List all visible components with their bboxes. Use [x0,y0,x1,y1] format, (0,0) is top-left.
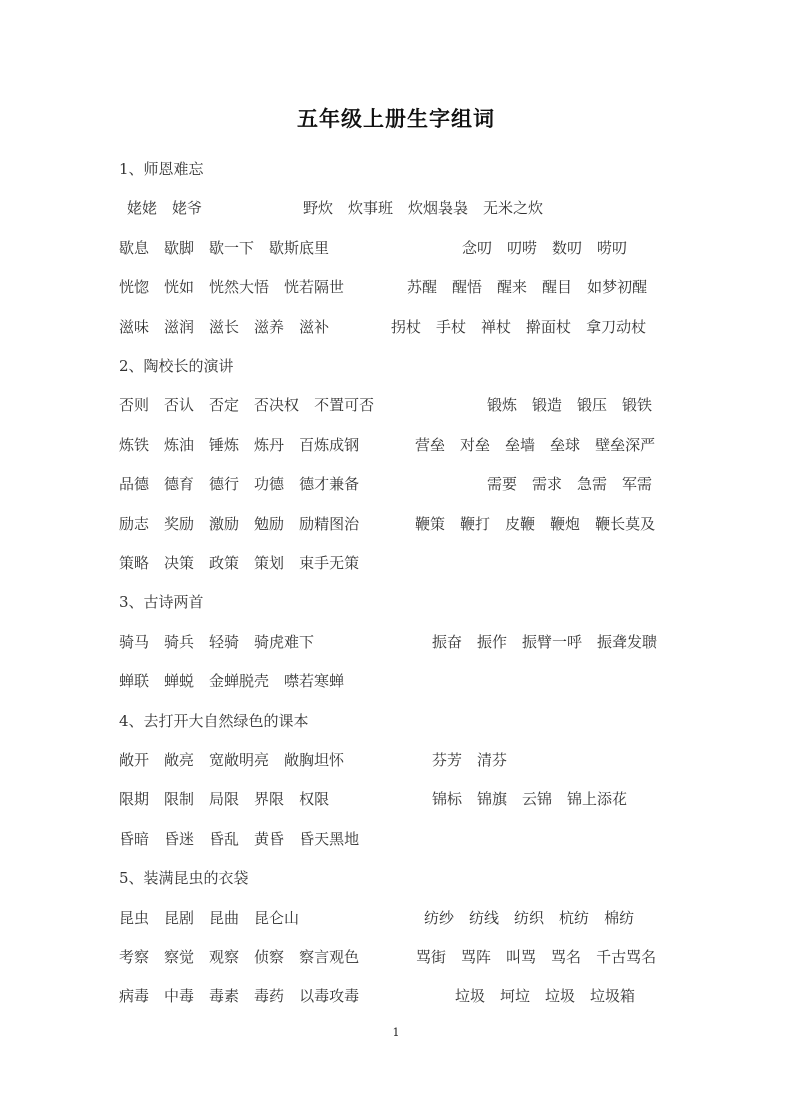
word: 无米之炊 [483,199,544,218]
word: 昆曲 [209,908,240,927]
word: 清芬 [477,751,508,769]
word: 敞胸坦怀 [284,751,345,769]
word: 姥姥 [127,199,158,218]
word: 醒来 [497,278,528,297]
word: 骑虎难下 [254,632,315,651]
word: 否决权 [254,396,300,415]
word-group-right [407,276,647,297]
word: 蝉蜕 [164,672,195,691]
word: 皮鞭 [505,514,536,533]
word: 毒药 [254,987,285,1006]
word: 锻炼 [487,396,518,415]
word: 恍如 [164,278,195,297]
word: 擀面杖 [526,317,572,336]
word: 骂名 [551,948,582,966]
word: 否则 [119,396,150,415]
word: 急需 [577,475,608,494]
word: 滋味 [119,317,150,336]
word: 金蝉脱壳 [209,672,270,691]
word: 锻铁 [622,396,653,415]
word: 数叨 [552,238,583,257]
word-group-right [303,197,543,218]
word: 鞭长莫及 [595,514,656,533]
word: 锻压 [577,396,608,415]
word: 否定 [209,396,240,415]
word-group-right [487,394,652,415]
word-group-right [462,237,627,258]
word: 念叨 [462,238,493,257]
document-title: 五年级上册生字组词 [297,107,495,131]
word: 对垒 [460,435,491,454]
word: 需要 [487,475,518,494]
word: 恍若隔世 [284,278,345,297]
word-group-left [119,828,359,849]
word: 观察 [209,948,240,966]
section-heading: 4、去打开大自然绿色的课本 [119,711,309,730]
word: 歇一下 [209,238,255,257]
word-group-left [119,552,359,573]
word: 权限 [299,790,330,809]
word: 昏暗 [119,829,150,848]
word-group-right [424,907,634,928]
word: 鞭炮 [550,514,581,533]
word: 鞭打 [460,514,491,533]
word-group-left [119,985,359,1006]
word: 醒悟 [452,278,483,297]
word: 限期 [119,790,150,809]
word: 炼丹 [254,435,285,454]
word: 蝉联 [119,672,150,691]
word: 营垒 [415,435,446,454]
word: 噤若寒蝉 [284,672,345,691]
word: 滋润 [164,317,195,336]
section-heading: 2、陶校长的演讲 [119,357,234,375]
word-row [0,237,792,257]
word: 昏乱 [209,829,240,848]
word: 昏迷 [164,829,195,848]
word-group-right [416,946,656,967]
page-number: 1 [392,1026,400,1039]
word-group-left [119,946,359,967]
word: 炼油 [164,435,195,454]
word: 振作 [477,632,508,651]
word-group-left [119,907,299,928]
word: 鞭策 [415,514,446,533]
word-group-left [119,788,329,809]
word: 昆虫 [119,908,150,927]
word: 决策 [164,554,195,572]
word-group-right [391,316,646,337]
word-group-left [119,631,314,652]
word: 界限 [254,790,285,809]
word: 中毒 [164,987,195,1006]
word: 察言观色 [299,948,360,966]
word: 毒素 [209,987,240,1006]
word-row [0,552,792,572]
word: 病毒 [119,987,150,1006]
word: 醒目 [542,278,573,297]
word: 千古骂名 [596,948,657,966]
word: 垃圾箱 [590,987,636,1006]
word: 垒墙 [505,435,536,454]
word: 宽敞明亮 [209,751,270,769]
word: 坷垃 [500,987,531,1006]
section-heading: 3、古诗两首 [119,593,204,612]
word: 局限 [209,790,240,809]
word: 察觉 [164,948,195,966]
word: 德育 [164,475,195,494]
word: 纺织 [514,908,545,927]
word-group-right [415,513,655,534]
word-group-left [119,394,374,415]
word-row [0,670,792,690]
word: 手杖 [436,317,467,336]
word: 昆剧 [164,908,195,927]
word: 百炼成钢 [299,435,360,454]
section-heading: 1、师恩难忘 [119,160,204,178]
word-row [0,907,792,927]
word-group-right [455,985,635,1006]
word-group-right [432,749,507,770]
word-group-left [119,434,359,455]
word-group-left [119,316,329,337]
word-row [0,828,792,848]
word: 杭纺 [559,908,590,927]
word: 激励 [209,514,240,533]
word: 不置可否 [314,396,375,415]
word: 德才兼备 [299,475,360,494]
word: 歇息 [119,238,150,257]
word: 野炊 [303,199,334,218]
word: 敞开 [119,751,150,769]
word: 需求 [532,475,563,494]
word: 侦察 [254,948,285,966]
word: 敞亮 [164,751,195,769]
word: 以毒攻毒 [299,987,360,1006]
word: 德行 [209,475,240,494]
word: 垃圾 [545,987,576,1006]
word: 策略 [119,554,150,572]
word: 束手无策 [299,554,360,572]
word: 军需 [622,475,653,494]
word: 品德 [119,475,150,494]
word-group-left [119,276,344,297]
word: 滋长 [209,317,240,336]
word-row [0,631,792,651]
word: 锦旗 [477,790,508,809]
section-heading: 5、装满昆虫的衣袋 [119,869,249,888]
word: 骂阵 [461,948,492,966]
word: 振奋 [432,632,463,651]
word: 锦上添花 [567,790,628,809]
word-row [0,316,792,336]
word: 振聋发聩 [597,632,658,651]
word: 炼铁 [119,435,150,454]
word: 如梦初醒 [587,278,648,297]
word: 禅杖 [481,317,512,336]
word: 滋养 [254,317,285,336]
word-group-left [119,749,344,770]
word: 叫骂 [506,948,537,966]
word: 炊烟袅袅 [408,199,469,218]
word: 恍惚 [119,278,150,297]
word-row [0,946,792,966]
word-group-left [127,197,202,218]
word-group-right [432,631,657,652]
word-group-right [432,788,627,809]
word: 振臂一呼 [522,632,583,651]
word: 垃圾 [455,987,486,1006]
word-group-right [487,473,652,494]
word-row [0,276,792,296]
word: 昏天黑地 [299,829,360,848]
word: 苏醒 [407,278,438,297]
word: 垒球 [550,435,581,454]
word-group-left [119,237,329,258]
word: 滋补 [299,317,330,336]
word-row [0,513,792,533]
word: 唠叨 [597,238,628,257]
word: 昆仑山 [254,908,300,927]
word-row [0,197,792,217]
word-row [0,788,792,808]
word: 壁垒深严 [595,435,656,454]
word: 黄昏 [254,829,285,848]
word: 炊事班 [348,199,394,218]
word: 骂街 [416,948,447,966]
word: 棉纺 [604,908,635,927]
word: 励志 [119,514,150,533]
word: 骑马 [119,632,150,651]
word-row [0,473,792,493]
word-group-right [415,434,655,455]
word: 姥爷 [172,199,203,218]
word: 拿刀动杖 [586,317,647,336]
word: 限制 [164,790,195,809]
word: 叨唠 [507,238,538,257]
word: 励精图治 [299,514,360,533]
word: 策划 [254,554,285,572]
word-group-left [119,513,359,534]
word: 歇脚 [164,238,195,257]
word-row [0,394,792,414]
word: 政策 [209,554,240,572]
word: 拐杖 [391,317,422,336]
word: 考察 [119,948,150,966]
word-group-left [119,670,344,691]
word: 锻造 [532,396,563,415]
word: 纺纱 [424,908,455,927]
word: 恍然大悟 [209,278,270,297]
word-row [0,985,792,1005]
word-group-left [119,473,359,494]
word: 云锦 [522,790,553,809]
word: 骑兵 [164,632,195,651]
word: 否认 [164,396,195,415]
word: 锦标 [432,790,463,809]
word: 纺线 [469,908,500,927]
word: 勉励 [254,514,285,533]
word: 锤炼 [209,435,240,454]
word: 芬芳 [432,751,463,769]
word-row [0,749,792,769]
word: 功德 [254,475,285,494]
word: 奖励 [164,514,195,533]
word-row [0,434,792,454]
word: 歇斯底里 [269,238,330,257]
word: 轻骑 [209,632,240,651]
